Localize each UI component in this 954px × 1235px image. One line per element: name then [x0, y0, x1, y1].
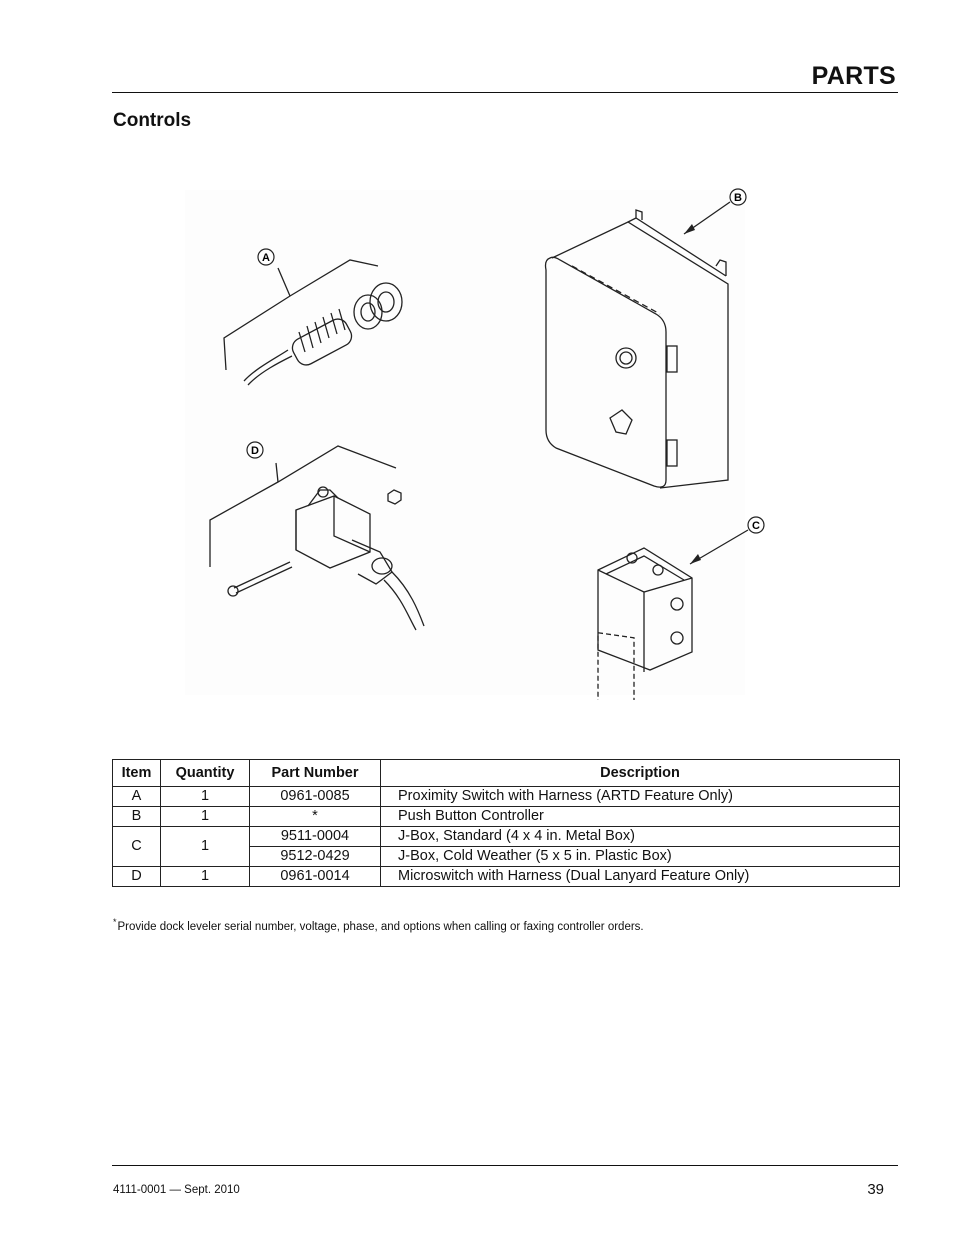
description-cell: Proximity Switch with Harness (ARTD Feature Only): [381, 787, 900, 807]
column-header-quantity: Quantity: [161, 760, 250, 787]
page-subheading: Controls: [113, 110, 192, 131]
description-cell: J-Box, Standard (4 x 4 in. Metal Box): [381, 827, 900, 847]
part-number-cell: *: [250, 807, 381, 827]
column-header-item: Item: [113, 760, 161, 787]
table-row: [113, 807, 900, 827]
quantity-cell: 1: [161, 867, 250, 887]
parts-table: [112, 759, 900, 887]
svg-text:D: D: [251, 445, 259, 457]
callout-d: [247, 442, 263, 458]
item-cell: A: [113, 787, 161, 807]
footnote-mark: *: [113, 917, 117, 927]
table-row: [113, 827, 900, 847]
footer-rule: [112, 1165, 898, 1166]
description-cell: J-Box, Cold Weather (5 x 5 in. Plastic Box): [381, 847, 900, 867]
part-number-cell: 9511-0004: [250, 827, 381, 847]
part-number-cell: 0961-0014: [250, 867, 381, 887]
quantity-cell: 1: [161, 827, 250, 867]
column-header-description: Description: [381, 760, 900, 787]
footnote-text: Provide dock leveler serial number, voltage, phase, and options when calling or faxing controller orders.: [117, 921, 644, 933]
svg-text:C: C: [752, 520, 760, 532]
svg-text:A: A: [262, 252, 270, 264]
table-row: [113, 867, 900, 887]
page-number: 39: [867, 1181, 884, 1198]
section-title: PARTS: [811, 62, 896, 90]
item-cell: D: [113, 867, 161, 887]
table-row: [113, 787, 900, 807]
column-header-part-number: Part Number: [250, 760, 381, 787]
part-number-cell: 0961-0085: [250, 787, 381, 807]
parts-illustration: [180, 180, 780, 700]
description-cell: Microswitch with Harness (Dual Lanyard Feature Only): [381, 867, 900, 887]
document-id: 4111-0001 — Sept. 2010: [113, 1184, 240, 1196]
table-header-row: [113, 760, 900, 787]
svg-text:B: B: [734, 192, 742, 204]
header-rule: [112, 92, 898, 93]
description-cell: Push Button Controller: [381, 807, 900, 827]
item-cell: C: [113, 827, 161, 867]
quantity-cell: 1: [161, 787, 250, 807]
quantity-cell: 1: [161, 807, 250, 827]
callout-a: [258, 249, 274, 265]
footnote: [113, 917, 644, 933]
item-cell: B: [113, 807, 161, 827]
part-number-cell: 9512-0429: [250, 847, 381, 867]
